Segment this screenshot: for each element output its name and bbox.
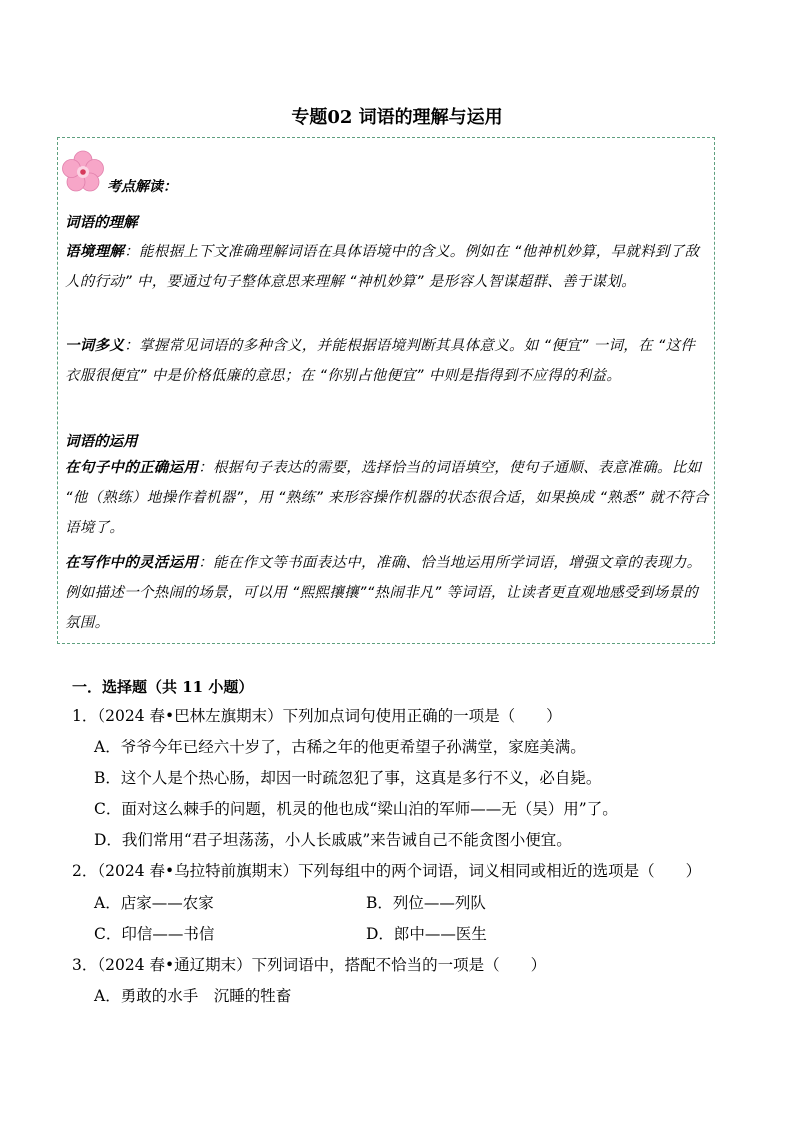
flower-icon bbox=[60, 149, 106, 195]
question-1-stem: 1．（2024 春•巴林左旗期末）下列加点词句使用正确的一项是（ ） bbox=[72, 707, 562, 725]
label-writing-usage: 在写作中的灵活运用 bbox=[65, 555, 199, 571]
heading-word-understanding: 词语的理解 bbox=[65, 215, 138, 231]
label-sentence-usage: 在句子中的正确运用 bbox=[65, 460, 199, 476]
text-polysemy: ：掌握常见词语的多种含义，并能根据语境判断其具体意义。如 “便宜” 一词，在 “这件衣服很便宜” 中是价格低廉的意思；在 “你别占他便宜” 中则是指得到不应得的利益。 bbox=[65, 338, 696, 384]
question-2-option-c: C．印信——书信 bbox=[94, 925, 215, 943]
label-context: 语境理解 bbox=[65, 244, 125, 260]
page-title: 专题02 词语的理解与运用 bbox=[291, 107, 503, 128]
paragraph-context bbox=[65, 237, 709, 297]
paragraph-sentence-usage bbox=[65, 453, 709, 543]
question-2-option-d: D．郎中——医生 bbox=[366, 925, 487, 943]
question-1-option-b: B．这个人是个热心肠，却因一时疏忽犯了事，这真是多行不义，必自毙。 bbox=[94, 769, 602, 787]
question-2-stem: 2．（2024 春•乌拉特前旗期末）下列每组中的两个词语，词义相同或相近的选项是（ ） bbox=[72, 862, 702, 880]
question-2-option-b: B．列位——列队 bbox=[366, 894, 486, 912]
text-sentence-usage: ：根据句子表达的需要，选择恰当的词语填空，使句子通顺、表意准确。比如 “他（熟练）地操作着机器”，用 “熟练” 来形容操作机器的状态很合适，如果换成 “熟悉” 就不符合语境了。 bbox=[65, 460, 709, 536]
label-polysemy: 一词多义 bbox=[65, 338, 125, 354]
question-1-option-a: A．爷爷今年已经六十岁了，古稀之年的他更希望子孙满堂，家庭美满。 bbox=[94, 738, 586, 756]
text-writing-usage: ：能在作文等书面表达中，准确、恰当地运用所学词语，增强文章的表现力。例如描述一个热闹的场景，可以用 “熙熙攘攘”“热闹非凡” 等词语，让读者更直观地感受到场景的氛围。 bbox=[65, 555, 702, 631]
key-points-header: 考点解读： bbox=[107, 179, 177, 195]
question-1-option-d: D．我们常用“君子坦荡荡，小人长戚戚”来告诫自己不能贪图小便宜。 bbox=[94, 831, 572, 849]
section-heading: 一．选择题（共 11 小题） bbox=[72, 678, 254, 696]
question-3-option-a: A．勇敢的水手 沉睡的牲畜 bbox=[94, 987, 292, 1005]
text-context: ：能根据上下文准确理解词语在具体语境中的含义。例如在 “他神机妙算，早就料到了敌人的行动” 中，要通过句子整体意思来理解 “神机妙算” 是形容人智谋超群、善于谋划。 bbox=[65, 244, 700, 290]
paragraph-polysemy bbox=[65, 331, 709, 391]
question-2-option-a: A．店家——农家 bbox=[94, 894, 214, 912]
heading-word-usage: 词语的运用 bbox=[65, 434, 138, 450]
question-3-stem: 3．（2024 春•通辽期末）下列词语中，搭配不恰当的一项是（ ） bbox=[72, 956, 547, 974]
question-1-option-c: C．面对这么棘手的问题，机灵的他也成“梁山泊的军师——无（吴）用”了。 bbox=[94, 800, 618, 818]
paragraph-writing-usage bbox=[65, 548, 709, 638]
